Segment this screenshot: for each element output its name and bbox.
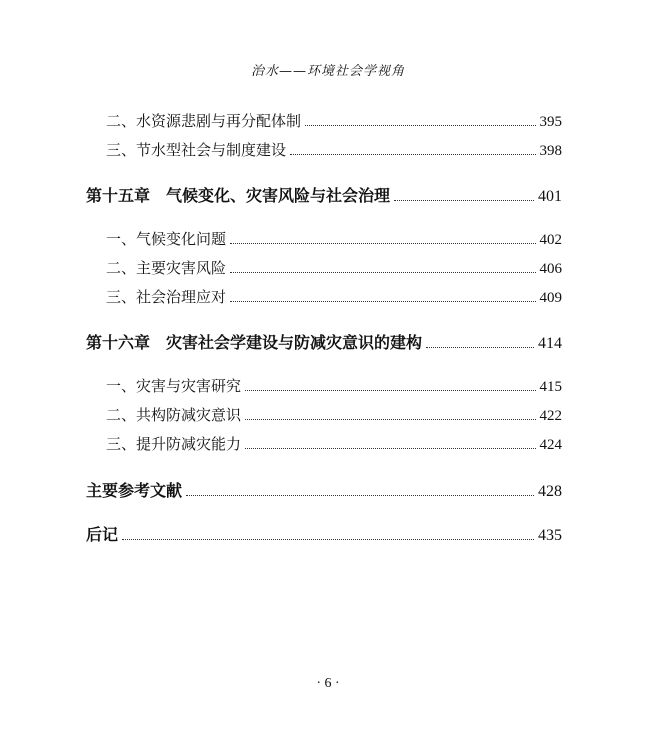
dot-leader — [230, 300, 535, 302]
toc-entry-page: 409 — [539, 290, 562, 306]
page-number: · 6 · — [316, 676, 340, 691]
toc-entry-page: 415 — [539, 379, 562, 395]
dot-leader — [230, 242, 535, 244]
toc-entry[interactable] — [86, 404, 562, 425]
running-header: 治水——环境社会学视角 — [250, 64, 405, 79]
dot-leader — [245, 418, 535, 420]
dot-leader — [230, 271, 535, 273]
toc-entry-page: 398 — [539, 143, 562, 159]
toc-entry-title: 三、节水型社会与制度建设 — [106, 141, 287, 159]
toc-entry-page: 406 — [539, 261, 562, 277]
toc-chapter-entry[interactable] — [86, 522, 562, 545]
dot-leader — [122, 538, 534, 540]
toc-chapter-entry[interactable] — [86, 183, 562, 206]
toc-entry-page: 428 — [538, 483, 562, 500]
toc-entry[interactable] — [86, 433, 562, 454]
toc-entry-title: 一、气候变化问题 — [106, 230, 227, 248]
toc-entry[interactable] — [86, 257, 562, 278]
dot-leader — [426, 346, 534, 348]
toc-entry-title: 二、水资源悲剧与再分配体制 — [106, 112, 302, 130]
toc-entry[interactable] — [86, 375, 562, 396]
toc-entry-title: 二、共构防减灾意识 — [106, 406, 242, 424]
dot-leader — [394, 199, 534, 201]
toc-entry-title: 一、灾害与灾害研究 — [106, 377, 242, 395]
toc-entry-page: 422 — [539, 408, 562, 424]
toc-chapter-entry[interactable] — [86, 330, 562, 353]
toc-entry-page: 414 — [538, 335, 562, 352]
dot-leader — [290, 153, 535, 155]
toc-entry-page: 424 — [539, 437, 562, 453]
toc-entry-page: 401 — [538, 188, 562, 205]
toc-entry-title: 后记 — [86, 525, 119, 544]
toc-entry-title: 二、主要灾害风险 — [106, 259, 227, 277]
toc-entry[interactable] — [86, 286, 562, 307]
toc-entry-page: 402 — [539, 232, 562, 248]
toc-entry-page: 435 — [538, 527, 562, 544]
toc-entry-title: 主要参考文献 — [86, 481, 183, 500]
toc-entry[interactable] — [86, 139, 562, 160]
dot-leader — [245, 389, 535, 391]
dot-leader — [305, 124, 535, 126]
toc-entry-page: 395 — [539, 114, 562, 130]
toc-entry-title: 三、提升防减灾能力 — [106, 435, 242, 453]
toc-entry[interactable] — [86, 228, 562, 249]
dot-leader — [186, 494, 534, 496]
toc-entry-title: 第十五章 气候变化、灾害风险与社会治理 — [86, 186, 391, 205]
toc-chapter-entry[interactable] — [86, 478, 562, 501]
toc-entry[interactable] — [86, 110, 562, 131]
dot-leader — [245, 447, 535, 449]
toc-entry-title: 第十六章 灾害社会学建设与防减灾意识的建构 — [86, 333, 423, 352]
toc-entry-title: 三、社会治理应对 — [106, 288, 227, 306]
